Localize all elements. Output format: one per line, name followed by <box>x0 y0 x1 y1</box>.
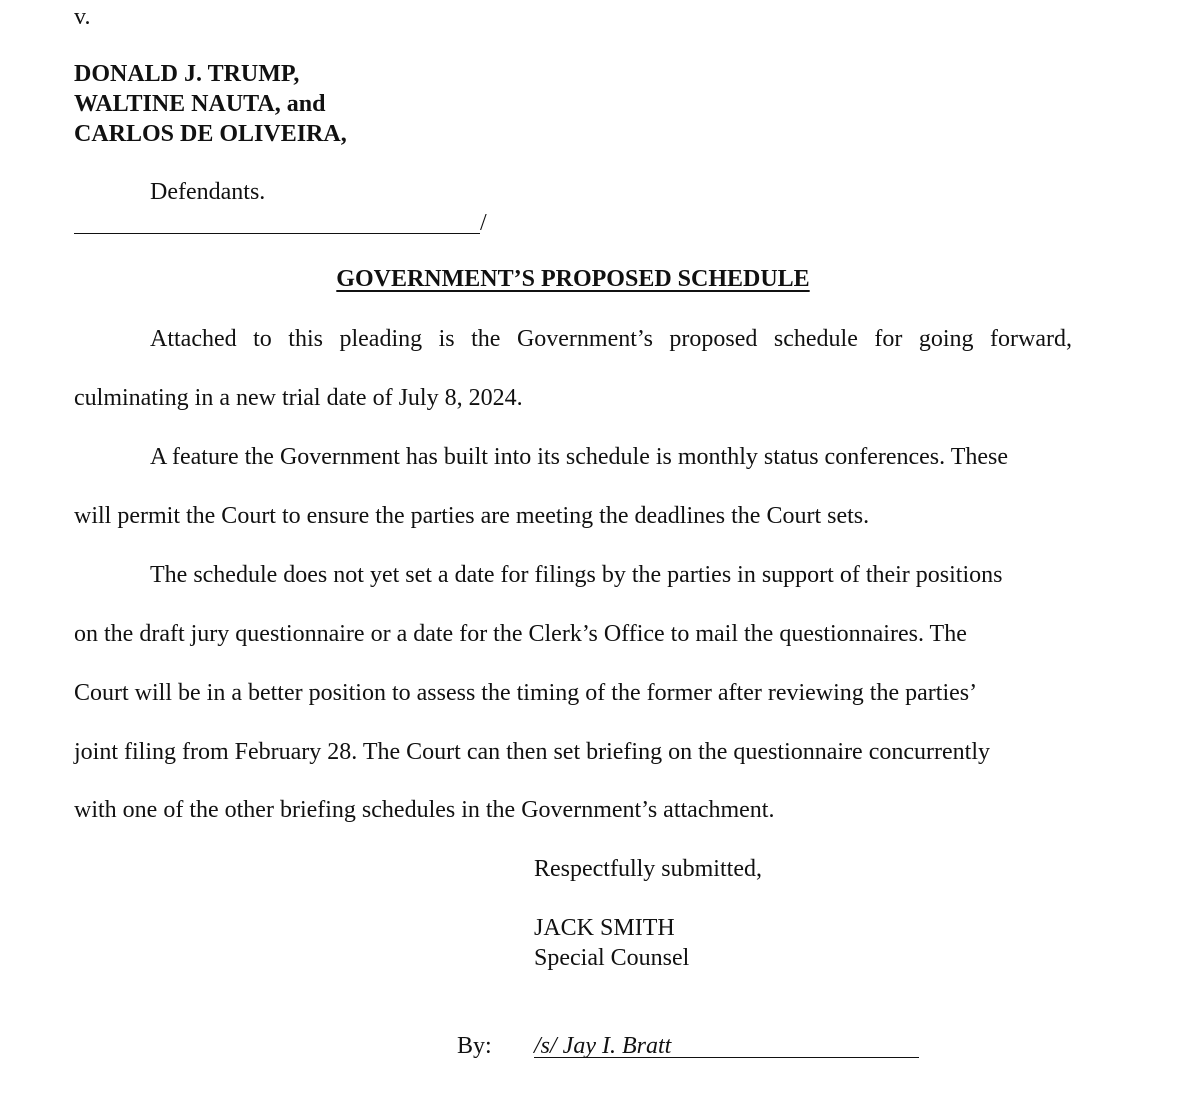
electronic-signature: /s/ Jay I. Bratt <box>534 1033 672 1059</box>
paragraph-3-line-1: The schedule does not yet set a date for filings by the parties in support of their positions <box>150 562 1003 588</box>
caption-closing-slash: / <box>480 210 487 236</box>
defendant-name: CARLOS DE OLIVEIRA, <box>74 121 347 147</box>
closing-text: Respectfully submitted, <box>534 856 762 882</box>
paragraph-3-line-3: Court will be in a better position to assess the timing of the former after reviewing the parties’ <box>74 680 978 706</box>
paragraph-2-line-2: will permit the Court to ensure the parties are meeting the deadlines the Court sets. <box>74 503 870 529</box>
defendant-name: WALTINE NAUTA, and <box>74 91 326 117</box>
document-title: GOVERNMENT’S PROPOSED SCHEDULE <box>336 266 810 292</box>
paragraph-3-line-5: with one of the other briefing schedules in the Government’s attachment. <box>74 797 775 823</box>
defendants-label: Defendants. <box>150 179 266 205</box>
by-label: By: <box>457 1033 492 1059</box>
signer-name: JACK SMITH <box>534 915 675 941</box>
signer-title: Special Counsel <box>534 945 690 971</box>
caption-divider-line <box>74 233 480 234</box>
paragraph-1-line-2: culminating in a new trial date of July 8, 2024. <box>74 385 523 411</box>
defendant-name: DONALD J. TRUMP, <box>74 61 300 87</box>
paragraph-1-line-1: Attached to this pleading is the Government’s proposed schedule for going forward, <box>150 326 1072 352</box>
paragraph-3-line-2: on the draft jury questionnaire or a date for the Clerk’s Office to mail the questionnaires. The <box>74 621 967 647</box>
signature-line <box>534 1057 919 1058</box>
versus-text: v. <box>74 4 91 30</box>
paragraph-2-line-1: A feature the Government has built into its schedule is monthly status conferences. These <box>150 444 1009 470</box>
paragraph-3-line-4: joint filing from February 28. The Court can then set briefing on the questionnaire concurrently <box>74 739 990 765</box>
